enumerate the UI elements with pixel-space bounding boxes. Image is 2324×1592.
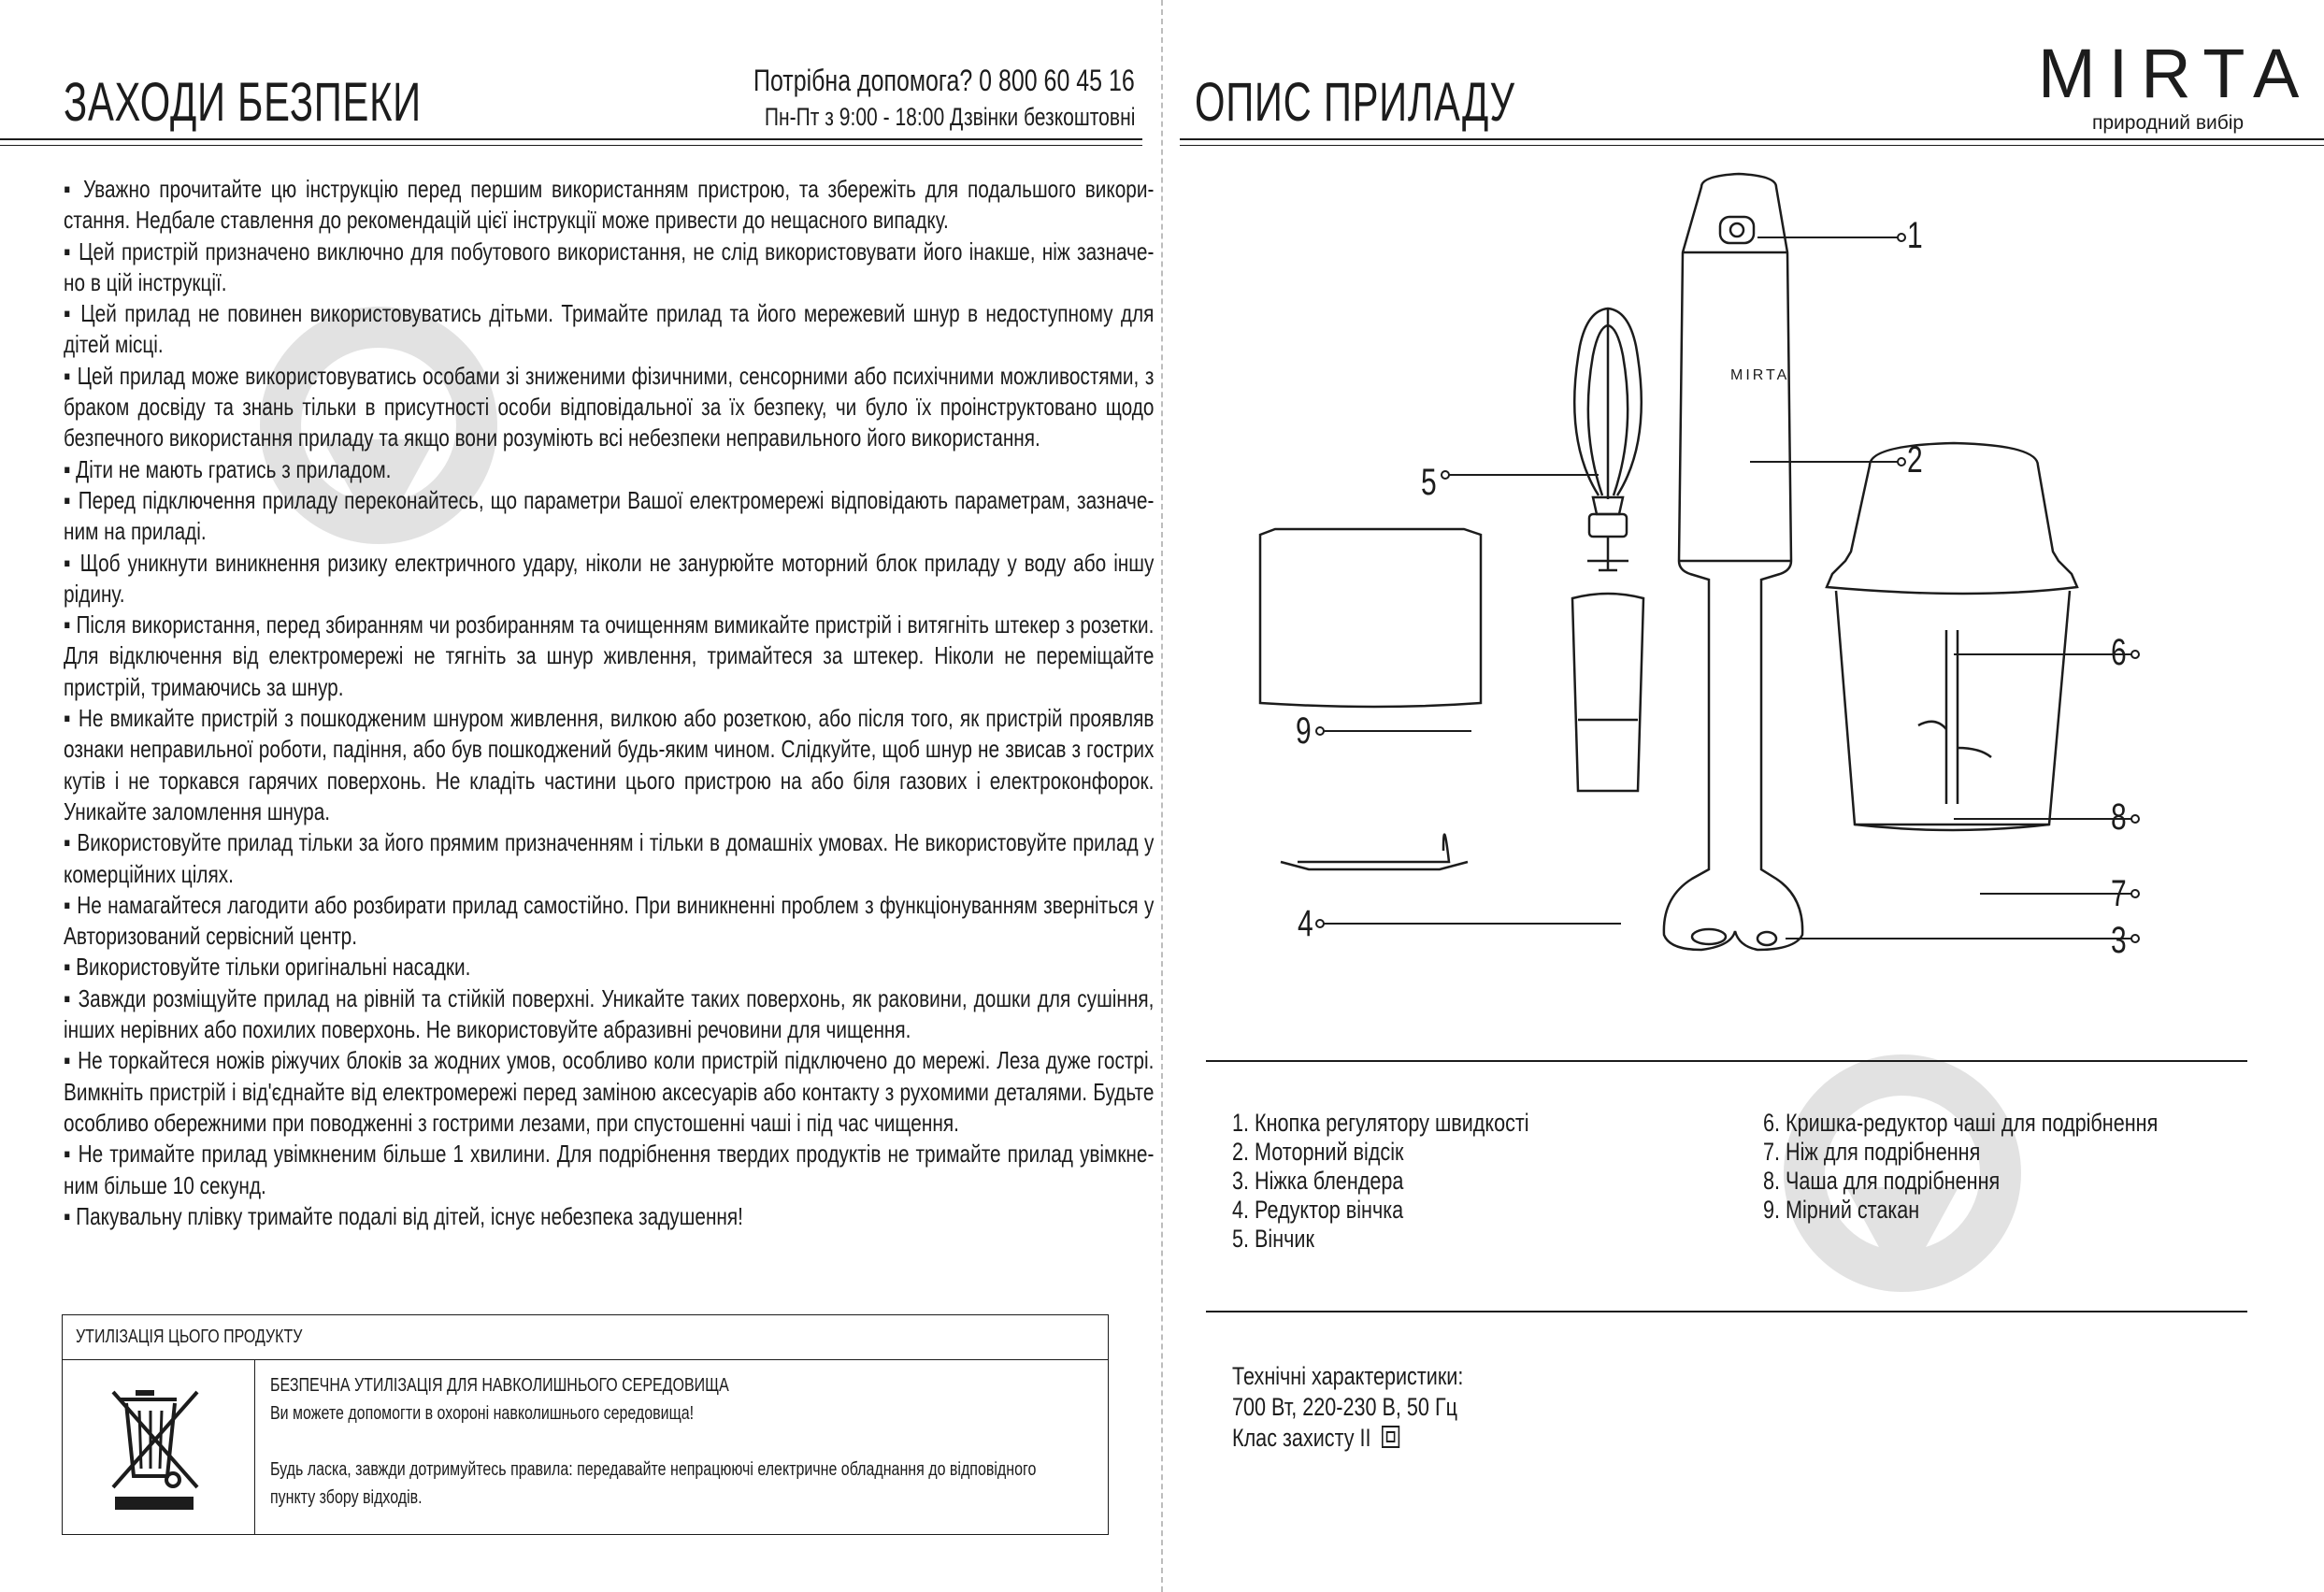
legend-item: 2. Моторний відсік (1232, 1138, 1404, 1166)
weee-crossed-bin-icon (108, 1383, 210, 1513)
safety-item: ▪ Цей пристрій призначено виключно для побутового використання, не слід використовувати його інакше, ніж зазначе-но в цій інструкції. (64, 237, 1154, 299)
legend-rule-top (1206, 1060, 2247, 1062)
brand-tagline: природний вибір (2092, 112, 2245, 134)
page-title-description: ОПИС ПРИЛАДУ (1195, 72, 1515, 133)
help-phone-line: Потрібна допомога? 0 800 60 45 16 (753, 64, 1135, 97)
disposal-line-rule: Будь ласка, завжди дотримуйтесь правила: передавайте непрацюючі електричне обладнання до відповідного (270, 1459, 1037, 1480)
header-rule-right-thin (1180, 145, 2324, 146)
legend-item: 6. Кришка-редуктор чаші для подрібнення (1763, 1109, 2159, 1137)
disposal-header-label: УТИЛІЗАЦІЯ ЦЬОГО ПРОДУКТУ (76, 1327, 303, 1347)
chopper-illustration (1827, 443, 2077, 830)
legend-item: 3. Ніжка блендера (1232, 1167, 1404, 1195)
hand-blender-illustration (1664, 174, 1802, 950)
safety-item: ▪ Використовуйте тільки оригінальні насадки. (64, 952, 1154, 982)
safety-item: ▪ Не намагайтеся лагодити або розбирати прилад самостійно. При виникненні проблем з функціонуванням зверніться у Авторизований сервісний центр. (64, 890, 1154, 953)
specs-class: Клас захисту II (1232, 1424, 1371, 1452)
disposal-header (63, 1315, 1108, 1360)
disposal-line-help: Ви можете допомогти в охороні навколишнього середовища! (270, 1403, 695, 1424)
measuring-beaker-illustration (1260, 529, 1481, 869)
disposal-box (62, 1314, 1109, 1535)
parts-diagram (1215, 159, 2262, 1000)
specs-title: Технічні характеристики: (1232, 1362, 1464, 1390)
header-rule-left-thin (0, 145, 1142, 146)
disposal-text (270, 1371, 1093, 1512)
legend-item: 7. Ніж для подрібнення (1763, 1138, 1981, 1166)
watermark-pin-icon (252, 299, 505, 598)
double-square-class-ii-icon (1382, 1426, 1399, 1448)
safety-item: ▪ Не торкайтеся ножів ріжучих блоків за жодних умов, особливо коли пристрій підключено до мережі. Леза дуже гострі. Вимкніть пристрій і від'єднайте від електромережі перед заміною аксесуарів або контакту з рухомими деталями. Будьте особливо обережними при поводженні з гострими лезами, при спустошенні чаші і під час чищення. (64, 1045, 1154, 1139)
callout-3: 3 (2111, 920, 2127, 961)
safety-item: ▪ Не вмикайте пристрій з пошкодженим шнуром живлення, вилкою або розеткою, або після того, як пристрій проявляв ознаки неправильної роботи, падіння, або був пошкоджений будь-яким чином. Слідкуйте, щоб шнур не звисав з гострих кутів і не торкався гарячих поверхонь. Не кладіть частини цього пристрою на або біля газових і електроконфорок. Уникайте заломлення шнура. (64, 703, 1154, 827)
legend-item: 4. Редуктор вінчка (1232, 1196, 1404, 1224)
disposal-line-title: БЕЗПЕЧНА УТИЛІЗАЦІЯ ДЛЯ НАВКОЛИШНЬОГО СЕРЕДОВИЩА (270, 1375, 729, 1396)
callout-6: 6 (2111, 632, 2127, 673)
watermark-pin-icon (1776, 1047, 2029, 1346)
safety-item: ▪ Завжди розміщуйте прилад на рівній та стійкій поверхні. Уникайте таких поверхонь, як раковини, дошки для сушіння, інших нерівних або похилих поверхонь. Не використовуйте абразивні речовини для чищення. (64, 983, 1154, 1046)
safety-item: ▪ Цей прилад не повинен використовуватись дітьми. Тримайте прилад та його мережевий шнур в недоступному для дітей місці. (64, 298, 1154, 361)
safety-item: ▪ Не тримайте прилад увімкненим більше 1 хвилини. Для подрібнення твердих продуктів не тримайте прилад увімкне-ним більше 10 секунд. (64, 1139, 1154, 1201)
callout-2: 2 (1907, 439, 1923, 480)
legend-item: 8. Чаша для подрібнення (1763, 1167, 2001, 1195)
safety-item: ▪ Пакувальну плівку тримайте подалі від дітей, існує небезпека задушення! (64, 1201, 1154, 1232)
callout-5: 5 (1421, 462, 1437, 503)
safety-item: ▪ Перед підключення приладу переконайтесь, що параметри Вашої електромережі відповідають параметрам, зазначе-ним на приладі. (64, 485, 1154, 548)
safety-item: ▪ Щоб уникнути виникнення ризику електричного удару, ніколи не занурюйте моторний блок приладу у воду або іншу рідину. (64, 548, 1154, 610)
callout-7: 7 (2111, 873, 2127, 914)
technical-specs (1232, 1361, 1463, 1454)
specs-power: 700 Вт, 220-230 В, 50 Гц (1232, 1393, 1458, 1421)
safety-item: ▪ Цей прилад може використовуватись особами зі зниженими фізичними, сенсорними або психічними можливостями, з браком досвіду та знань тільки в присутності особи відповідальної за їх безпеку, чи було їх проінструктовано щодо безпечного використання приладу та якщо вони розуміють всі небезпеки неправильного його використання. (64, 361, 1154, 454)
page-fold-divider (1161, 0, 1163, 1592)
callout-4: 4 (1298, 903, 1313, 944)
legend-left (1232, 1109, 1529, 1254)
disposal-icon-cell (63, 1360, 255, 1534)
safety-list (64, 174, 1154, 1232)
legend-item: 1. Кнопка регулятору швидкості (1232, 1109, 1529, 1137)
callout-8: 8 (2111, 796, 2127, 838)
whisk-illustration (1572, 308, 1643, 791)
safety-item: ▪ Діти не мають гратись з приладом. (64, 454, 1154, 485)
callout-1: 1 (1907, 215, 1923, 256)
disposal-line-point: пункту збору відходів. (270, 1487, 423, 1508)
legend-rule-bottom (1206, 1311, 2247, 1312)
callout-9: 9 (1296, 710, 1312, 752)
safety-item: ▪ Уважно прочитайте цю інструкцію перед першим використанням пристрою, та збережіть для подальшого викори-стання. Недбале ставлення до рекомендацій цієї інструкції може привести до нещасного випадку. (64, 174, 1154, 237)
safety-item: ▪ Після використання, перед збиранням чи розбиранням та очищенням вимикайте пристрій і витягніть штекер з розетки. Для відключення від електромережі не тягніть за шнур живлення, тримайтеся за штекер. Ніколи не переміщайте пристрій, тримаючись за шнур. (64, 610, 1154, 703)
legend-item: 9. Мірний стакан (1763, 1196, 1920, 1224)
help-hours-line: Пн-Пт з 9:00 - 18:00 Дзвінки безкоштовні (764, 103, 1135, 131)
brand-logo-text: MIRTA (2038, 35, 2313, 112)
page-title-safety: ЗАХОДИ БЕЗПЕКИ (64, 72, 422, 133)
safety-item: ▪ Використовуйте прилад тільки за його прямим призначенням і тільки в домашніх умовах. Не використовуйте прилад у комерційних цілях. (64, 827, 1154, 890)
header-rule-right (1180, 138, 2324, 140)
specs-class-row (1232, 1423, 1463, 1454)
legend-item: 5. Вінчик (1232, 1225, 1314, 1253)
device-brand-label: MIRTA (1730, 367, 1790, 383)
header-rule-left (0, 138, 1142, 140)
